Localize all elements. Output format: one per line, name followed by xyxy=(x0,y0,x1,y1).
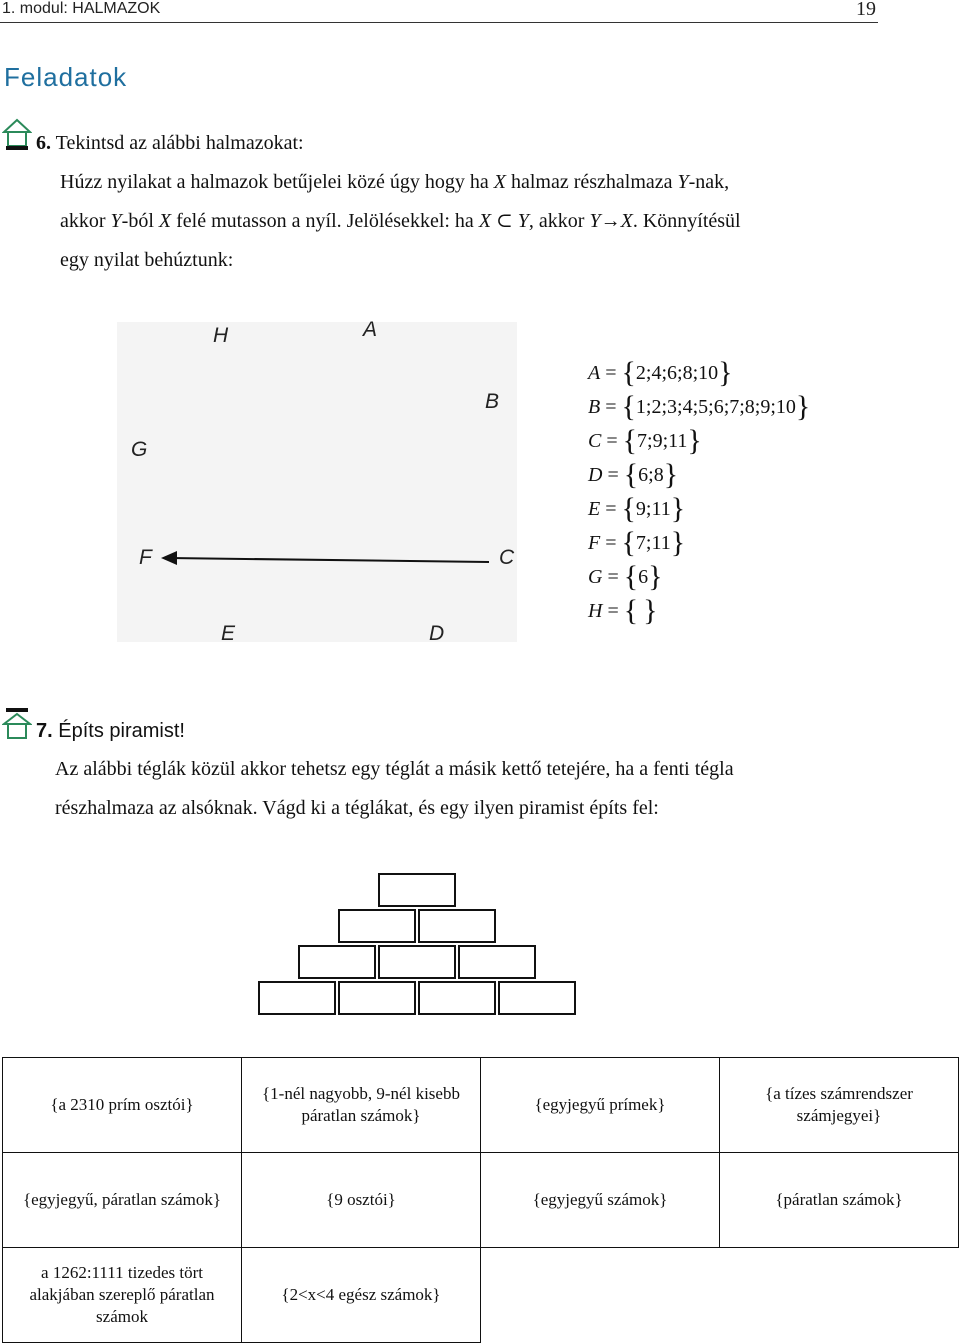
brace: } xyxy=(718,356,733,389)
brick-card[interactable]: {a tízes számrendszer számjegyei} xyxy=(720,1058,959,1153)
brace: { xyxy=(621,526,636,559)
set-name: H xyxy=(588,600,603,622)
brick-card[interactable]: {a 2310 prím osztói} xyxy=(3,1058,242,1153)
task-7-title xyxy=(36,720,185,743)
brick-card[interactable]: {egyjegyű számok} xyxy=(481,1153,720,1248)
equals: = xyxy=(607,464,619,486)
module-header: 1. modul: HALMAZOK xyxy=(2,0,161,17)
task-7-line-1: Az alábbi téglák közül akkor tehetsz egy téglát a másik kettő tetejére, ha a fenti tégla xyxy=(55,758,734,780)
set-elements: 7;9;11 xyxy=(637,430,688,452)
equals: = xyxy=(605,396,617,418)
set-elements: 6 xyxy=(638,566,649,588)
node-h[interactable]: H xyxy=(213,324,229,347)
brace: { xyxy=(622,424,638,457)
equals: = xyxy=(606,430,618,452)
text: akkor xyxy=(60,210,111,232)
brace: { xyxy=(623,458,639,491)
brace: } xyxy=(648,560,663,593)
set-def-e xyxy=(588,492,685,526)
brick-slot[interactable] xyxy=(458,945,536,979)
node-d[interactable]: D xyxy=(429,622,445,645)
brick-slot[interactable] xyxy=(338,981,416,1015)
set-def-c xyxy=(588,424,702,458)
empty-cell xyxy=(481,1248,720,1343)
home-icon xyxy=(2,118,32,152)
brick-slot[interactable] xyxy=(378,873,456,907)
text: halmaz részhalmaza xyxy=(505,171,678,193)
brace: { xyxy=(621,492,636,525)
home-icon xyxy=(2,706,32,740)
equals: = xyxy=(607,566,619,588)
text: Húzz nyilakat a halmazok betűjelei közé úgy hogy ha xyxy=(60,171,494,193)
brace: } xyxy=(687,424,702,457)
brace: { xyxy=(623,560,639,593)
brace: { xyxy=(621,356,636,389)
set-def-h xyxy=(588,594,658,628)
set-name: G xyxy=(588,566,603,588)
task-6-instructions xyxy=(60,163,880,241)
set-def-g xyxy=(588,560,663,594)
brace: { xyxy=(623,594,639,627)
set-name: C xyxy=(588,430,602,452)
set-def-d xyxy=(588,458,678,492)
brick-slot[interactable] xyxy=(338,909,416,943)
instruction-line-1 xyxy=(60,163,880,202)
brace: } xyxy=(670,492,686,525)
arrow-relation: Y→X xyxy=(589,210,633,232)
set-name: A xyxy=(588,362,601,384)
set-elements: 9;11 xyxy=(635,498,671,520)
brick-slot[interactable] xyxy=(498,981,576,1015)
section-title: Feladatok xyxy=(4,62,128,92)
task-7-instructions xyxy=(55,750,935,828)
set-name: E xyxy=(588,498,601,520)
table-row xyxy=(3,1058,959,1153)
instruction-line-3: egy nyilat behúztunk: xyxy=(60,249,234,271)
brick-card[interactable]: {egyjegyű prímek} xyxy=(481,1058,720,1153)
table-row xyxy=(3,1248,959,1343)
brace: } xyxy=(663,458,679,491)
equals: = xyxy=(607,600,619,622)
equals: = xyxy=(605,532,617,554)
brick-slot[interactable] xyxy=(418,981,496,1015)
set-arrow-diagram[interactable] xyxy=(117,318,517,645)
brace: } xyxy=(670,526,686,559)
node-e[interactable]: E xyxy=(221,622,236,645)
node-b[interactable]: B xyxy=(485,390,500,413)
brick-slot[interactable] xyxy=(298,945,376,979)
brick-card[interactable]: a 1262:1111 tizedes tört alakjában szereplő páratlan számok xyxy=(3,1248,242,1343)
node-c[interactable]: C xyxy=(499,546,515,569)
header-divider xyxy=(0,22,878,23)
task-7-title-text: Építs piramist! xyxy=(58,720,185,742)
set-def-b xyxy=(588,390,810,424)
node-g[interactable]: G xyxy=(131,438,148,461)
task-6-number: 6. xyxy=(36,132,51,154)
instruction-line-2 xyxy=(60,202,880,241)
set-elements: 1;2;3;4;5;6;7;8;9;10 xyxy=(635,396,796,418)
set-name: F xyxy=(588,532,601,554)
text: . Könnyítésül xyxy=(632,210,741,232)
empty-cell xyxy=(720,1248,959,1343)
table-row xyxy=(3,1153,959,1248)
set-elements: 6;8 xyxy=(638,464,664,486)
equals: = xyxy=(605,498,617,520)
task-7-number: 7. xyxy=(36,720,53,742)
node-a[interactable]: A xyxy=(363,318,378,341)
text: -nak, xyxy=(688,171,730,193)
text: -ból xyxy=(121,210,159,232)
brick-card[interactable]: {2<x<4 egész számok} xyxy=(242,1248,481,1343)
set-name: D xyxy=(588,464,603,486)
var-y: Y xyxy=(110,210,122,232)
arrow-c-to-f xyxy=(117,322,517,642)
brick-card[interactable]: {1-nél nagyobb, 9-nél kisebb páratlan számok} xyxy=(242,1058,481,1153)
set-name: B xyxy=(588,396,601,418)
var-x: X xyxy=(493,171,506,193)
brick-card[interactable]: {páratlan számok} xyxy=(720,1153,959,1248)
brick-card[interactable]: {egyjegyű, páratlan számok} xyxy=(3,1153,242,1248)
set-elements: 7;11 xyxy=(635,532,671,554)
brick-card[interactable]: {9 osztói} xyxy=(242,1153,481,1248)
brick-slot[interactable] xyxy=(258,981,336,1015)
task-6-title xyxy=(36,132,304,155)
brick-slot[interactable] xyxy=(418,909,496,943)
equals: = xyxy=(605,362,617,384)
node-f[interactable]: F xyxy=(139,546,152,569)
var-x: X xyxy=(158,210,172,232)
text: felé mutasson a nyíl. Jelölésekkel: ha xyxy=(171,210,479,232)
brace: { xyxy=(621,390,636,423)
task-6-title-text: Tekintsd az alábbi halmazokat: xyxy=(55,132,304,154)
task-7-line-2: részhalmaza az alsóknak. Vágd ki a téglákat, és egy ilyen piramist építs fel: xyxy=(55,797,659,819)
set-def-f xyxy=(588,526,685,560)
brace: } xyxy=(643,594,658,627)
set-elements: 2;4;6;8;10 xyxy=(635,362,719,384)
brick-slot[interactable] xyxy=(378,945,456,979)
subset-relation: X ⊂ Y xyxy=(478,210,529,232)
brace: } xyxy=(795,390,811,423)
text: , akkor xyxy=(528,210,590,232)
page-number: 19 xyxy=(856,0,876,20)
var-y: Y xyxy=(677,171,689,193)
set-def-a xyxy=(588,356,733,390)
brick-cards-table xyxy=(2,1057,959,1343)
